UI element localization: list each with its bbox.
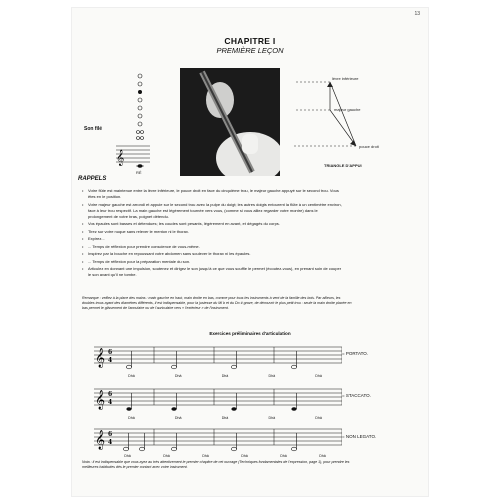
syllable: Dhâ xyxy=(202,454,209,458)
svg-text:6: 6 xyxy=(108,431,113,438)
syllable: Dhâ xyxy=(241,454,248,458)
svg-text:𝄞: 𝄞 xyxy=(95,430,106,450)
syllable: Dhâ xyxy=(128,374,135,378)
syllable: Dhâ xyxy=(315,374,322,378)
rappel-item: • Votre flûte est maintenue entre la lèvre inférieure, le pouce droit en face du cinquième trou, le majeur gauche appuyé sur le second trou. Vous êtes en le position. xyxy=(82,188,342,200)
staff-staccato xyxy=(94,383,342,413)
label-pouce: pouce droit xyxy=(359,144,379,149)
page-number: 13 xyxy=(414,11,420,17)
svg-text:6: 6 xyxy=(108,349,113,356)
exercices-heading: Exercices préliminaires d'articulation xyxy=(209,331,291,336)
son-file-label: Son filé xyxy=(84,126,103,132)
syllable: Dhâ xyxy=(163,454,170,458)
syllable: Dhâ xyxy=(268,416,276,420)
syllable: Dhâ xyxy=(128,416,135,420)
rappel-item: • ... Temps de réflexion pour prendre conscience de vous-même. xyxy=(82,244,342,250)
triangle-diagram xyxy=(286,72,366,176)
rappel-item: • Expirez... xyxy=(82,236,342,242)
label-levre: lèvre inférieure xyxy=(332,76,359,81)
rappel-item: • Votre majeur gauche est arrondi et appuie sur le second trou avec la pulpe du doigt; les autres doigts entourent la flûte à un centimètre environ, face à leur trou respectif. La main gauche est légèrement tournée vers vous, (comme si vous alliez regarder votre montre) dans le prolongement de votre bras, poignet détendu. xyxy=(82,202,342,220)
rappel-item: • ... Temps de réflexion pour la préparation mentale du son. xyxy=(82,259,342,265)
syllable: Dhâ xyxy=(221,416,229,420)
label-triangle: TRIANGLE D'APPUI xyxy=(324,163,362,168)
syllable: Dhâ xyxy=(124,454,131,458)
lesson-title: PREMIÈRE LEÇON xyxy=(216,46,284,55)
svg-text:𝄞: 𝄞 xyxy=(116,150,125,166)
fingering-chart xyxy=(112,70,152,175)
staff-portato xyxy=(94,341,342,371)
syllable: Dhâ xyxy=(315,416,322,420)
syllables-non-legato xyxy=(108,454,342,458)
syllable: Dhâ xyxy=(221,374,229,378)
rappel-item: • Tirez sur votre nuque sans relever le menton ni le thorax. xyxy=(82,229,342,235)
svg-text:4: 4 xyxy=(108,357,113,364)
syllable: Dhâ xyxy=(174,416,182,420)
hands-holding-flute-image xyxy=(180,68,280,176)
flute-photo xyxy=(180,68,280,176)
rappel-item: • Inspirez par la bouche en repoussant votre abdomen sans soulever le thorax ni les épaules. xyxy=(82,251,342,257)
syllable: Dhâ xyxy=(280,454,287,458)
syllables-staccato xyxy=(108,416,342,420)
label-portato: = PORTATO. xyxy=(342,351,369,356)
nota-text: Nota : il est indispensable que vous ayez au très attentivement le premier chapitre de cet ouvrage (Techniques fondamentales de l'expression, page 1), pour prendre les meilleures habitudes dès le premier contact avec votre instrument. xyxy=(82,460,350,469)
svg-text:𝄞: 𝄞 xyxy=(95,348,106,368)
syllable: Dhâ xyxy=(268,374,276,378)
label-non-legato: = NON LEGATO. xyxy=(342,434,377,439)
svg-text:𝄞: 𝄞 xyxy=(95,390,106,410)
svg-text:4: 4 xyxy=(108,399,113,406)
label-staccato: = STACCATO. xyxy=(342,393,371,398)
label-majeur: majeur gauche xyxy=(334,107,361,112)
rappel-item: • Vos épaules sont basses et détendues; les coudes sont pesants, légèrement en avant, et dégagés du corps. xyxy=(82,221,342,227)
score-page xyxy=(72,8,428,496)
staff-non-legato xyxy=(94,423,342,453)
syllables-portato xyxy=(108,374,342,378)
syllable: Dhâ xyxy=(319,454,326,458)
chapter-title: CHAPITRE I xyxy=(224,36,276,46)
remarque-text: Remarque : veillez à la place des mains : main gauche en haut, main droite en bas, comme pour tous les instruments à vent de la famille des bois. Par ailleurs, les doubles trous ayant des diamètres différents, il est indispensable, pour la justesse du Mi b et du Do # grave, de découvrir le plus petit trou : seule la main droite placée en bas permet le glissement de l'annulaire ou de l'auriculaire vers « l'extérieur » de l'instrument. xyxy=(82,296,352,310)
rappels-heading: RAPPELS xyxy=(78,176,107,182)
note-label: RÉ xyxy=(136,170,142,175)
svg-text:6: 6 xyxy=(108,391,113,398)
rappels-list xyxy=(82,188,342,280)
rappel-item: • Articulez en donnant une impulsion, soutenez et dirigez le son jusqu'à ce que vous souffle le permet (écoutez-vous), en prenant soin de couper le son avant qu'il ne tombe. xyxy=(82,266,342,278)
syllable: Dhâ xyxy=(174,374,182,378)
svg-text:4: 4 xyxy=(108,439,113,446)
